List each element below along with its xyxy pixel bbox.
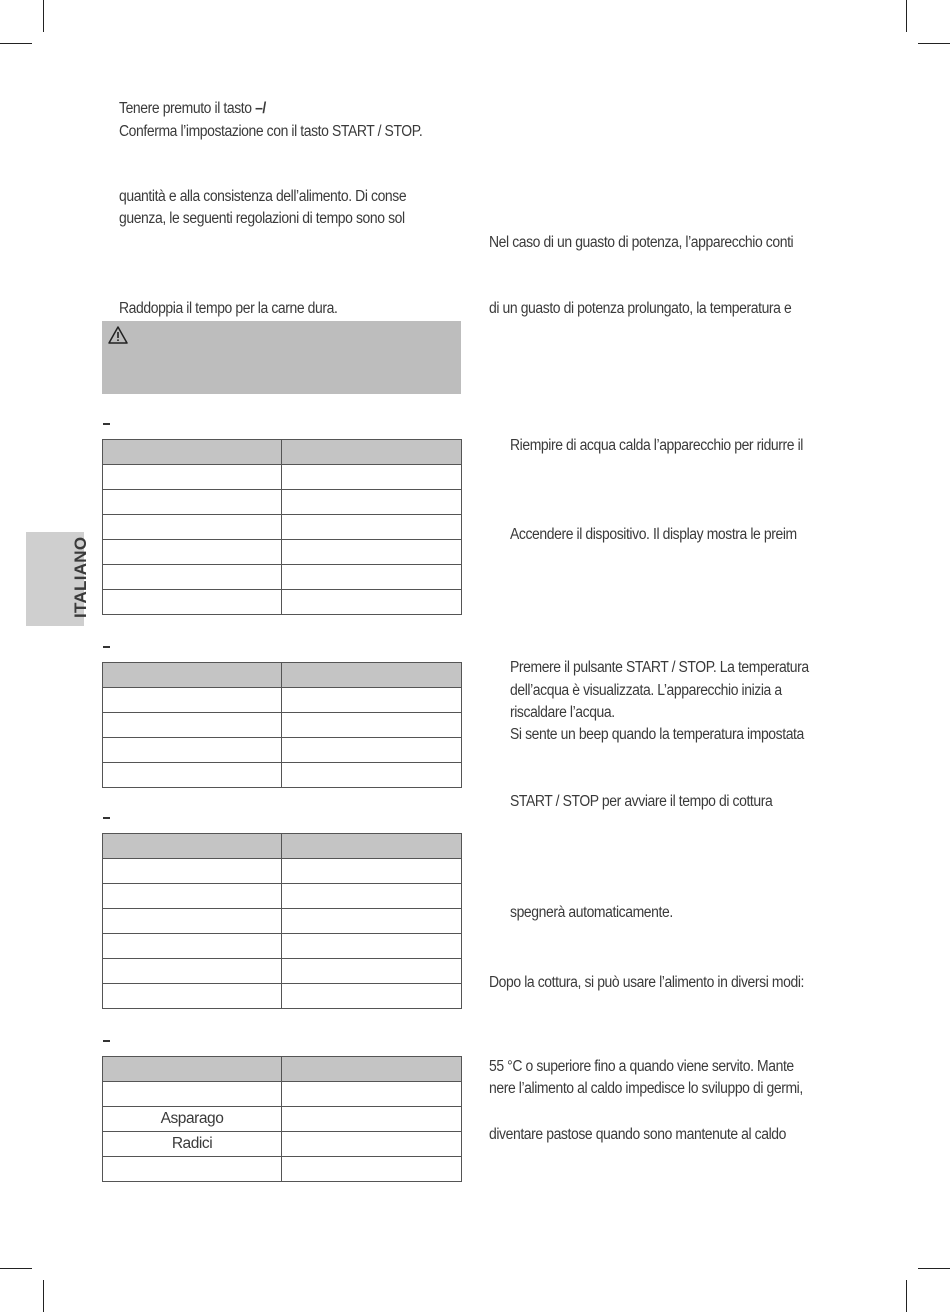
table-cell: [282, 1082, 462, 1107]
table-row: [103, 1082, 462, 1107]
crop-mark: [918, 43, 950, 44]
table-cell: [103, 959, 282, 984]
cooking-table-4: [102, 1056, 462, 1182]
table-row: [103, 515, 462, 540]
left-text-line: [119, 98, 266, 120]
table-heading-dash: [103, 1040, 110, 1042]
table-row: [103, 565, 462, 590]
table-cell: Radici: [103, 1132, 282, 1157]
cooking-table-1: [102, 439, 462, 615]
table-cell: [103, 490, 282, 515]
table-cell: [103, 590, 282, 615]
table-cell: [282, 1107, 462, 1132]
table-cell: [282, 934, 462, 959]
step-text: spegnerà automaticamente.: [510, 904, 673, 921]
table-row: [103, 490, 462, 515]
table-row: [103, 713, 462, 738]
table-header-cell: [103, 1057, 282, 1082]
table-cell: [282, 565, 462, 590]
table-row: [103, 738, 462, 763]
left-text-line: guenza, le seguenti regolazioni di tempo sono sol: [119, 210, 405, 227]
step-text: Si sente un beep quando la temperatura impostata: [510, 726, 804, 743]
table-row: [103, 763, 462, 788]
table-cell: [103, 884, 282, 909]
table-cell: [282, 1132, 462, 1157]
warning-triangle-icon: [108, 326, 128, 344]
table-header-cell: [282, 1057, 462, 1082]
language-tab-label: ITALIANO: [71, 536, 90, 618]
left-text-line: Conferma l’impostazione con il tasto START / STOP.: [119, 123, 423, 140]
left-text-line: quantità e alla consistenza dell’alimento. Di conse: [119, 188, 407, 205]
table-row: [103, 688, 462, 713]
right-text-line: nere l’alimento al caldo impedisce lo sviluppo di germi,: [489, 1080, 803, 1097]
table-cell: [282, 515, 462, 540]
table-heading-dash: [103, 817, 110, 819]
table-header-cell: [103, 663, 282, 688]
table-cell: [282, 884, 462, 909]
right-text-line: diventare pastose quando sono mantenute al caldo: [489, 1126, 786, 1143]
table-cell: [103, 713, 282, 738]
right-text-line: di un guasto di potenza prolungato, la temperatura e: [489, 300, 792, 317]
table-cell: [103, 688, 282, 713]
table-row: [103, 590, 462, 615]
table-header-cell: [282, 834, 462, 859]
table-cell: [103, 984, 282, 1009]
table-row: [103, 1107, 462, 1132]
left-text-line: Raddoppia il tempo per la carne dura.: [119, 300, 338, 317]
table-cell: [103, 934, 282, 959]
table-cell: [282, 540, 462, 565]
table-cell: [103, 1157, 282, 1182]
table-row: [103, 959, 462, 984]
step-text: riscaldare l’acqua.: [510, 704, 615, 721]
table-cell: [282, 688, 462, 713]
table-row: [103, 1132, 462, 1157]
crop-mark: [906, 0, 907, 32]
step-text: Accendere il dispositivo. Il display mostra le preim: [510, 526, 797, 543]
table-cell: [282, 590, 462, 615]
table-cell: [103, 763, 282, 788]
table-cell: [282, 738, 462, 763]
step-text: Premere il pulsante START / STOP. La temperatura: [510, 659, 809, 676]
right-text-line: Nel caso di un guasto di potenza, l’apparecchio conti: [489, 234, 794, 251]
step-text: START / STOP per avviare il tempo di cottura: [510, 793, 773, 810]
table-cell: [103, 515, 282, 540]
crop-mark: [906, 1280, 907, 1312]
table-cell: [282, 859, 462, 884]
table-row: [103, 884, 462, 909]
minus-symbol: –/: [255, 100, 266, 117]
table-row: [103, 1157, 462, 1182]
table-cell: [282, 713, 462, 738]
crop-mark: [43, 0, 44, 32]
right-text-line: 55 °C o superiore fino a quando viene servito. Mante: [489, 1058, 794, 1075]
cooking-table-3: [102, 833, 462, 1009]
table-cell: [282, 465, 462, 490]
cooking-table-2: [102, 662, 462, 788]
table-row: [103, 859, 462, 884]
table-header-cell: [282, 440, 462, 465]
table-cell: [103, 465, 282, 490]
table-cell: [282, 984, 462, 1009]
right-text-line: Dopo la cottura, si può usare l’alimento in diversi modi:: [489, 974, 804, 991]
table-row: [103, 465, 462, 490]
table-heading-dash: [103, 423, 110, 425]
instruction-text: Tenere premuto il tasto: [119, 100, 252, 117]
table-cell: [282, 1157, 462, 1182]
table-cell: [103, 909, 282, 934]
table-cell: [282, 490, 462, 515]
table-cell: [103, 859, 282, 884]
warning-box: [102, 321, 461, 394]
table-cell: [103, 738, 282, 763]
table-header-cell: [103, 440, 282, 465]
table-row: [103, 934, 462, 959]
table-row: [103, 984, 462, 1009]
table-cell: [103, 540, 282, 565]
table-row: [103, 540, 462, 565]
step-text: dell’acqua è visualizzata. L’apparecchio inizia a: [510, 682, 782, 699]
table-row: [103, 909, 462, 934]
step-text: Riempire di acqua calda l’apparecchio per ridurre il: [510, 437, 803, 454]
table-cell: [282, 909, 462, 934]
table-cell: [282, 763, 462, 788]
table-header-cell: [282, 663, 462, 688]
crop-mark: [43, 1280, 44, 1312]
table-header-cell: [103, 834, 282, 859]
table-cell: [282, 959, 462, 984]
table-heading-dash: [103, 646, 110, 648]
table-cell: Asparago: [103, 1107, 282, 1132]
table-cell: [103, 1082, 282, 1107]
table-cell: [103, 565, 282, 590]
crop-mark: [918, 1268, 950, 1269]
crop-mark: [0, 43, 32, 44]
crop-mark: [0, 1268, 32, 1269]
